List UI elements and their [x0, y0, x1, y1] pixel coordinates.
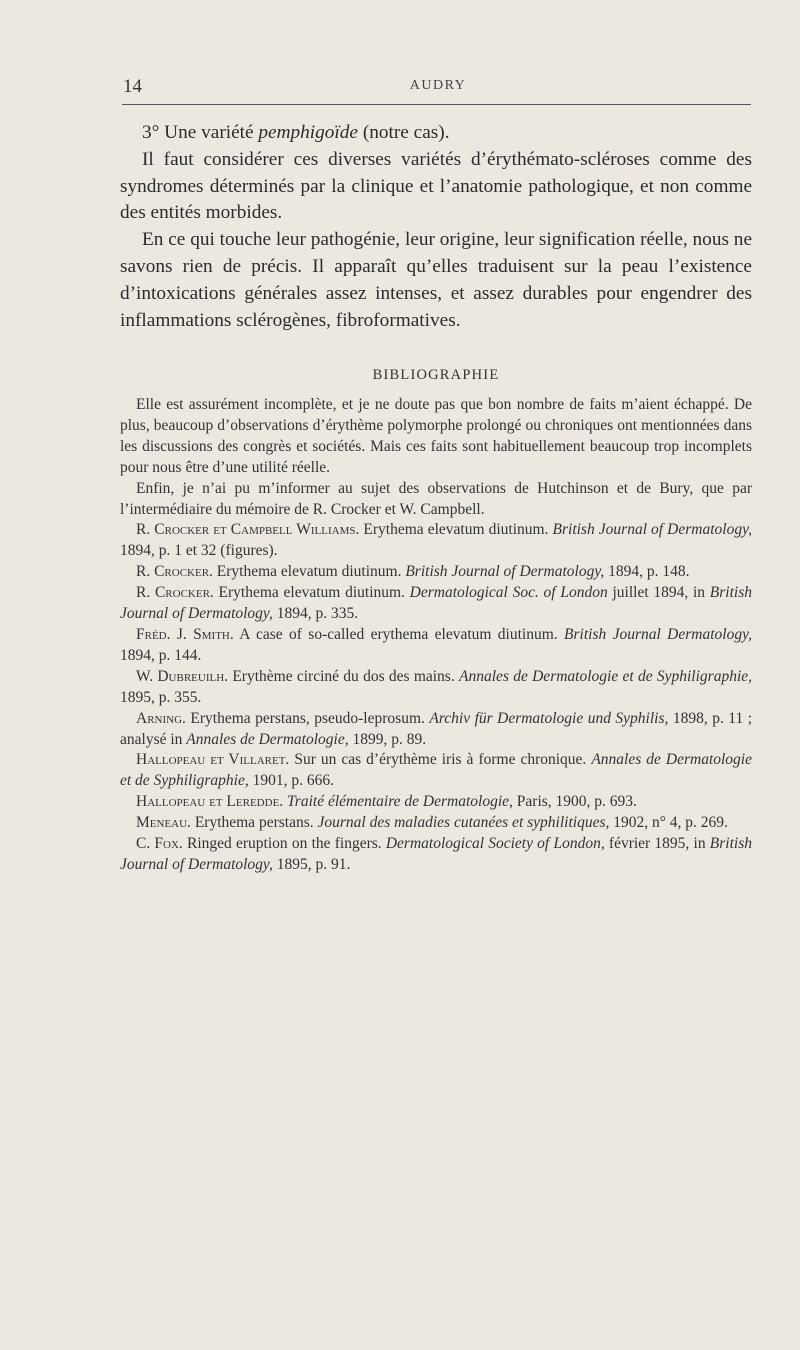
ref-journal-2: British Journal of Dermatology, [120, 584, 752, 623]
reference-8 [120, 792, 752, 813]
ref-title: Erythema elevatum diutinum. [213, 584, 410, 602]
ref-title: Ringed eruption on the fingers. [182, 835, 386, 853]
paragraph-1: Il faut considérer ces diverses variétés d’érythémato-scléroses comme des syndromes déterminés par la clinique et l’anatomie pathologique, et non comme des entités morbides. [120, 148, 752, 224]
ref-tail: 1902, n° 4, p. 269. [609, 814, 728, 832]
ref-author: R. Crocker. [136, 563, 213, 581]
ref-tail: 1898, p. 11 ; analysé in [120, 709, 753, 748]
ref-journal: Annales de Dermatologie et de Syphiligraphie, [120, 751, 752, 790]
ref-journal-2: Annales de Dermatologie, [186, 730, 349, 748]
ref-author: Meneau. [136, 814, 191, 832]
variety-item-3 [120, 120, 752, 147]
ref-journal: British Journal of Dermatology, [552, 521, 752, 539]
ref-author: W. Dubreuilh. [136, 667, 229, 685]
ref-author: R. Crocker. [136, 584, 214, 602]
bibliography-intro-1: Elle est assurément incomplète, et je ne doute pas que bon nombre de faits m’aient échappé. De plus, beaucoup d’observations d’érythème polymorphe prolongé ou chroniques ont mentionnées dans les discussions des congrès et sociétés. Mais ces faits sont habituellement beaucoup trop incomplets pour nous être d’une utilité réelle. [120, 396, 752, 476]
ref-author: Hallopeau et Villaret. [136, 751, 290, 769]
ref-journal-2: British Journal of Dermatology, [120, 835, 752, 873]
reference-10 [120, 834, 752, 876]
ref-tail: février 1895, in [604, 835, 710, 853]
ref-tail-2: 1899, p. 89. [348, 730, 427, 748]
ref-title: Erythema elevatum diutinum. [359, 521, 553, 539]
ref-tail-2: 1895, p. 91. [272, 855, 351, 873]
bibliography [120, 395, 752, 876]
ref-tail-2: 1894, p. 335. [272, 605, 359, 623]
ref-author: Fréd. J. Smith. [136, 625, 234, 643]
ref-tail: 1894, p. 144. [120, 646, 202, 664]
reference-2 [120, 562, 752, 583]
ref-tail: 1894, p. 148. [604, 563, 690, 581]
ref-journal: Dermatological Society of London, [385, 835, 605, 853]
reference-3 [120, 583, 752, 625]
ref-author: Hallopeau et Leredde. [136, 793, 284, 811]
ref-tail: 1901, p. 666. [248, 772, 334, 790]
ref-journal: Annales de Dermatologie et de Syphiligraphie, [459, 667, 753, 685]
ref-journal: Traité élémentaire de Dermatologie, [287, 793, 513, 811]
reference-4 [120, 625, 752, 667]
reference-1 [120, 520, 752, 562]
ref-journal: Archiv für Dermatologie und Syphilis, [429, 709, 669, 727]
ref-journal: British Journal Dermatology, [564, 625, 752, 643]
ref-tail: Paris, 1900, p. 693. [512, 793, 637, 811]
item3-italic: pemphigoïde [258, 122, 358, 143]
ref-title: Erythema elevatum diutinum. [212, 563, 406, 581]
item3-suffix: (notre cas). [358, 122, 450, 143]
bibliography-intro-2: Enfin, je n’ai pu m’informer au sujet des observations de Hutchinson et de Bury, que par l’intermédiaire du mémoire de R. Crocker et W. Campbell. [120, 479, 752, 518]
reference-5 [120, 667, 752, 709]
body-text [120, 120, 752, 334]
ref-author: Arning. [136, 709, 186, 727]
ref-author: R. Crocker et Campbell Williams. [136, 521, 360, 539]
ref-author: C. Fox. [136, 835, 183, 853]
reference-9 [120, 813, 752, 834]
paragraph-2: En ce qui touche leur pathogénie, leur origine, leur signification réelle, nous ne savons rien de précis. Il apparaît qu’elles traduisent sur la peau l’existence d’intoxications générales assez intenses, et assez durables pour engendrer des inflammations sclérogènes, fibroformatives. [120, 229, 752, 331]
ref-title: Erythema perstans. [190, 814, 318, 832]
ref-journal: Journal des maladies cutanées et syphilitiques, [317, 814, 610, 832]
ref-title: Erythema perstans, pseudo-leprosum. [185, 709, 430, 727]
page-number: 14 [123, 76, 142, 97]
reference-7 [120, 750, 752, 792]
item3-prefix: 3° Une variété [142, 122, 259, 143]
ref-tail: 1894, p. 1 et 32 (figures). [120, 542, 278, 560]
ref-journal: British Journal of Dermatology, [405, 563, 605, 581]
running-title: AUDRY [409, 78, 467, 93]
ref-journal: Dermatological Soc. of London [409, 584, 608, 602]
ref-title: Sur un cas d’érythème iris à forme chronique. [289, 751, 592, 769]
reference-6 [120, 709, 752, 751]
ref-title: A case of so-called erythema elevatum diutinum. [233, 625, 565, 643]
bibliography-heading: BIBLIOGRAPHIE [372, 367, 500, 383]
header-rule [122, 104, 751, 105]
ref-title: Erythème circiné du dos des mains. [228, 667, 459, 685]
ref-tail: 1895, p. 355. [120, 688, 202, 706]
running-head [123, 70, 753, 100]
ref-tail: juillet 1894, in [607, 584, 710, 602]
